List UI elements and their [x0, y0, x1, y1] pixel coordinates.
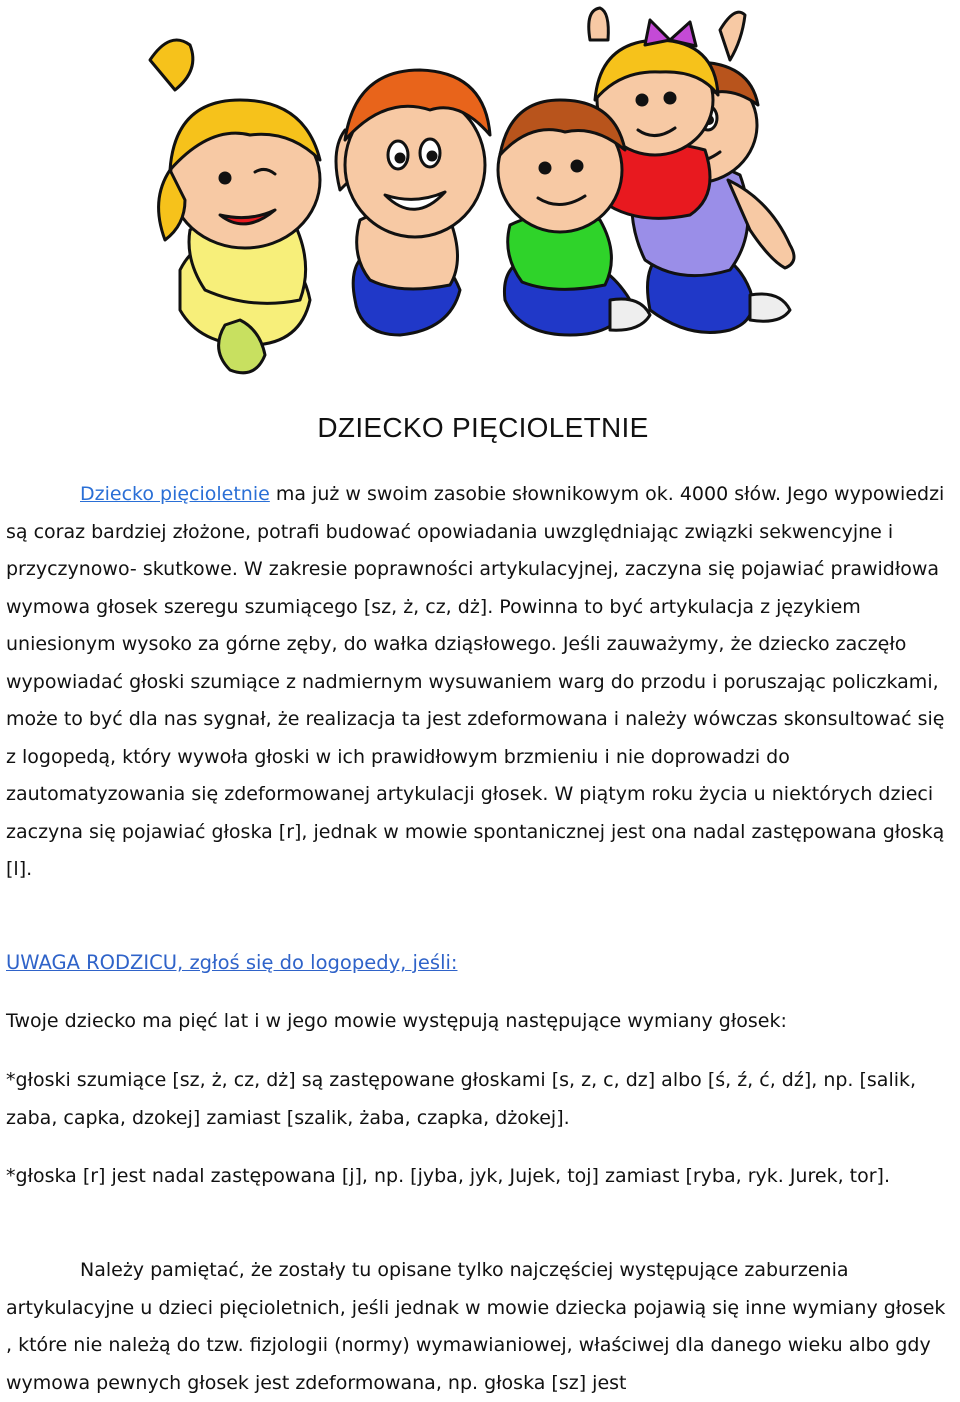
intro-paragraph [6, 476, 956, 889]
kid-green-shirt [336, 70, 490, 335]
children-illustration [130, 0, 820, 380]
paragraph-3: *głoski szumiące [sz, ż, cz, dż] są zastępowane głoskami [s, z, c, dz] albo [ś, ź, ć, dź], np. [salik, zaba, capka, dzokej] zamiast [szalik, żaba, czapka, dżokej]. [6, 1069, 917, 1129]
warning-heading: UWAGA RODZICU, zgłoś się do logopedy, jeśli: [6, 951, 458, 974]
paragraph-2: Twoje dziecko ma pięć lat i w jego mowie występują następujące wymiany głosek: [6, 1010, 787, 1032]
paragraph-4: *głoska [r] jest nadal zastępowana [j], np. [jyba, jyk, Jujek, toj] zamiast [ryba, ryk. Jurek, tor]. [6, 1165, 890, 1187]
kid-yellow-shirt [150, 40, 320, 373]
paragraph-5: Należy pamiętać, że zostały tu opisane tylko najczęściej występujące zaburzenia artykulacyjne u dzieci pięcioletnich, jeśli jednak w mowie dziecka pojawią się inne wymiany głosek , które nie należą do tzw. fizjologii (normy) wymawianiowej, właściwej dla danego wieku albo gdy wymowa pewnych głosek jest zdeformowana, np. głoska [sz] jest [6, 1259, 946, 1394]
page-title: DZIECKO PIĘCIOLETNIE [317, 412, 649, 443]
intro-text: ma już w swoim zasobie słownikowym ok. 4000 słów. Jego wypowiedzi są coraz bardziej złożone, potrafi budować opowiadania uwzględniając związki sekwencyjne i przyczynowo- skutkowe. W zakresie poprawności artykulacyjnej, zaczyna się pojawiać prawidłowa wymowa głosek szeregu szumiącego [sz, ż, cz, dż]. Powinna to być artykulacja z językiem uniesionym wysoko za górne zęby, do wałka dziąsłowego. Jeśli zauważymy, że dziecko zaczęło wypowiadać głoski szumiące z nadmiernym wysuwaniem warg do przodu i poruszając policzkami, może to być dla nas sygnał, że realizacja ta jest zdeformowana i należy wówczas skonsultować się z logopedą, który wywoła głoski w ich prawidłowym brzmieniu i nie doprowadzi do zautomatyzowania się zdeformowanej artykulacji głosek. W piątym roku życia u niektórych dzieci zaczyna się pojawiać głoska [r], jednak w mowie spontanicznej jest ona nadal zastępowana głoską [l]. [6, 483, 945, 880]
intro-link[interactable]: Dziecko pięcioletnie [80, 483, 270, 505]
